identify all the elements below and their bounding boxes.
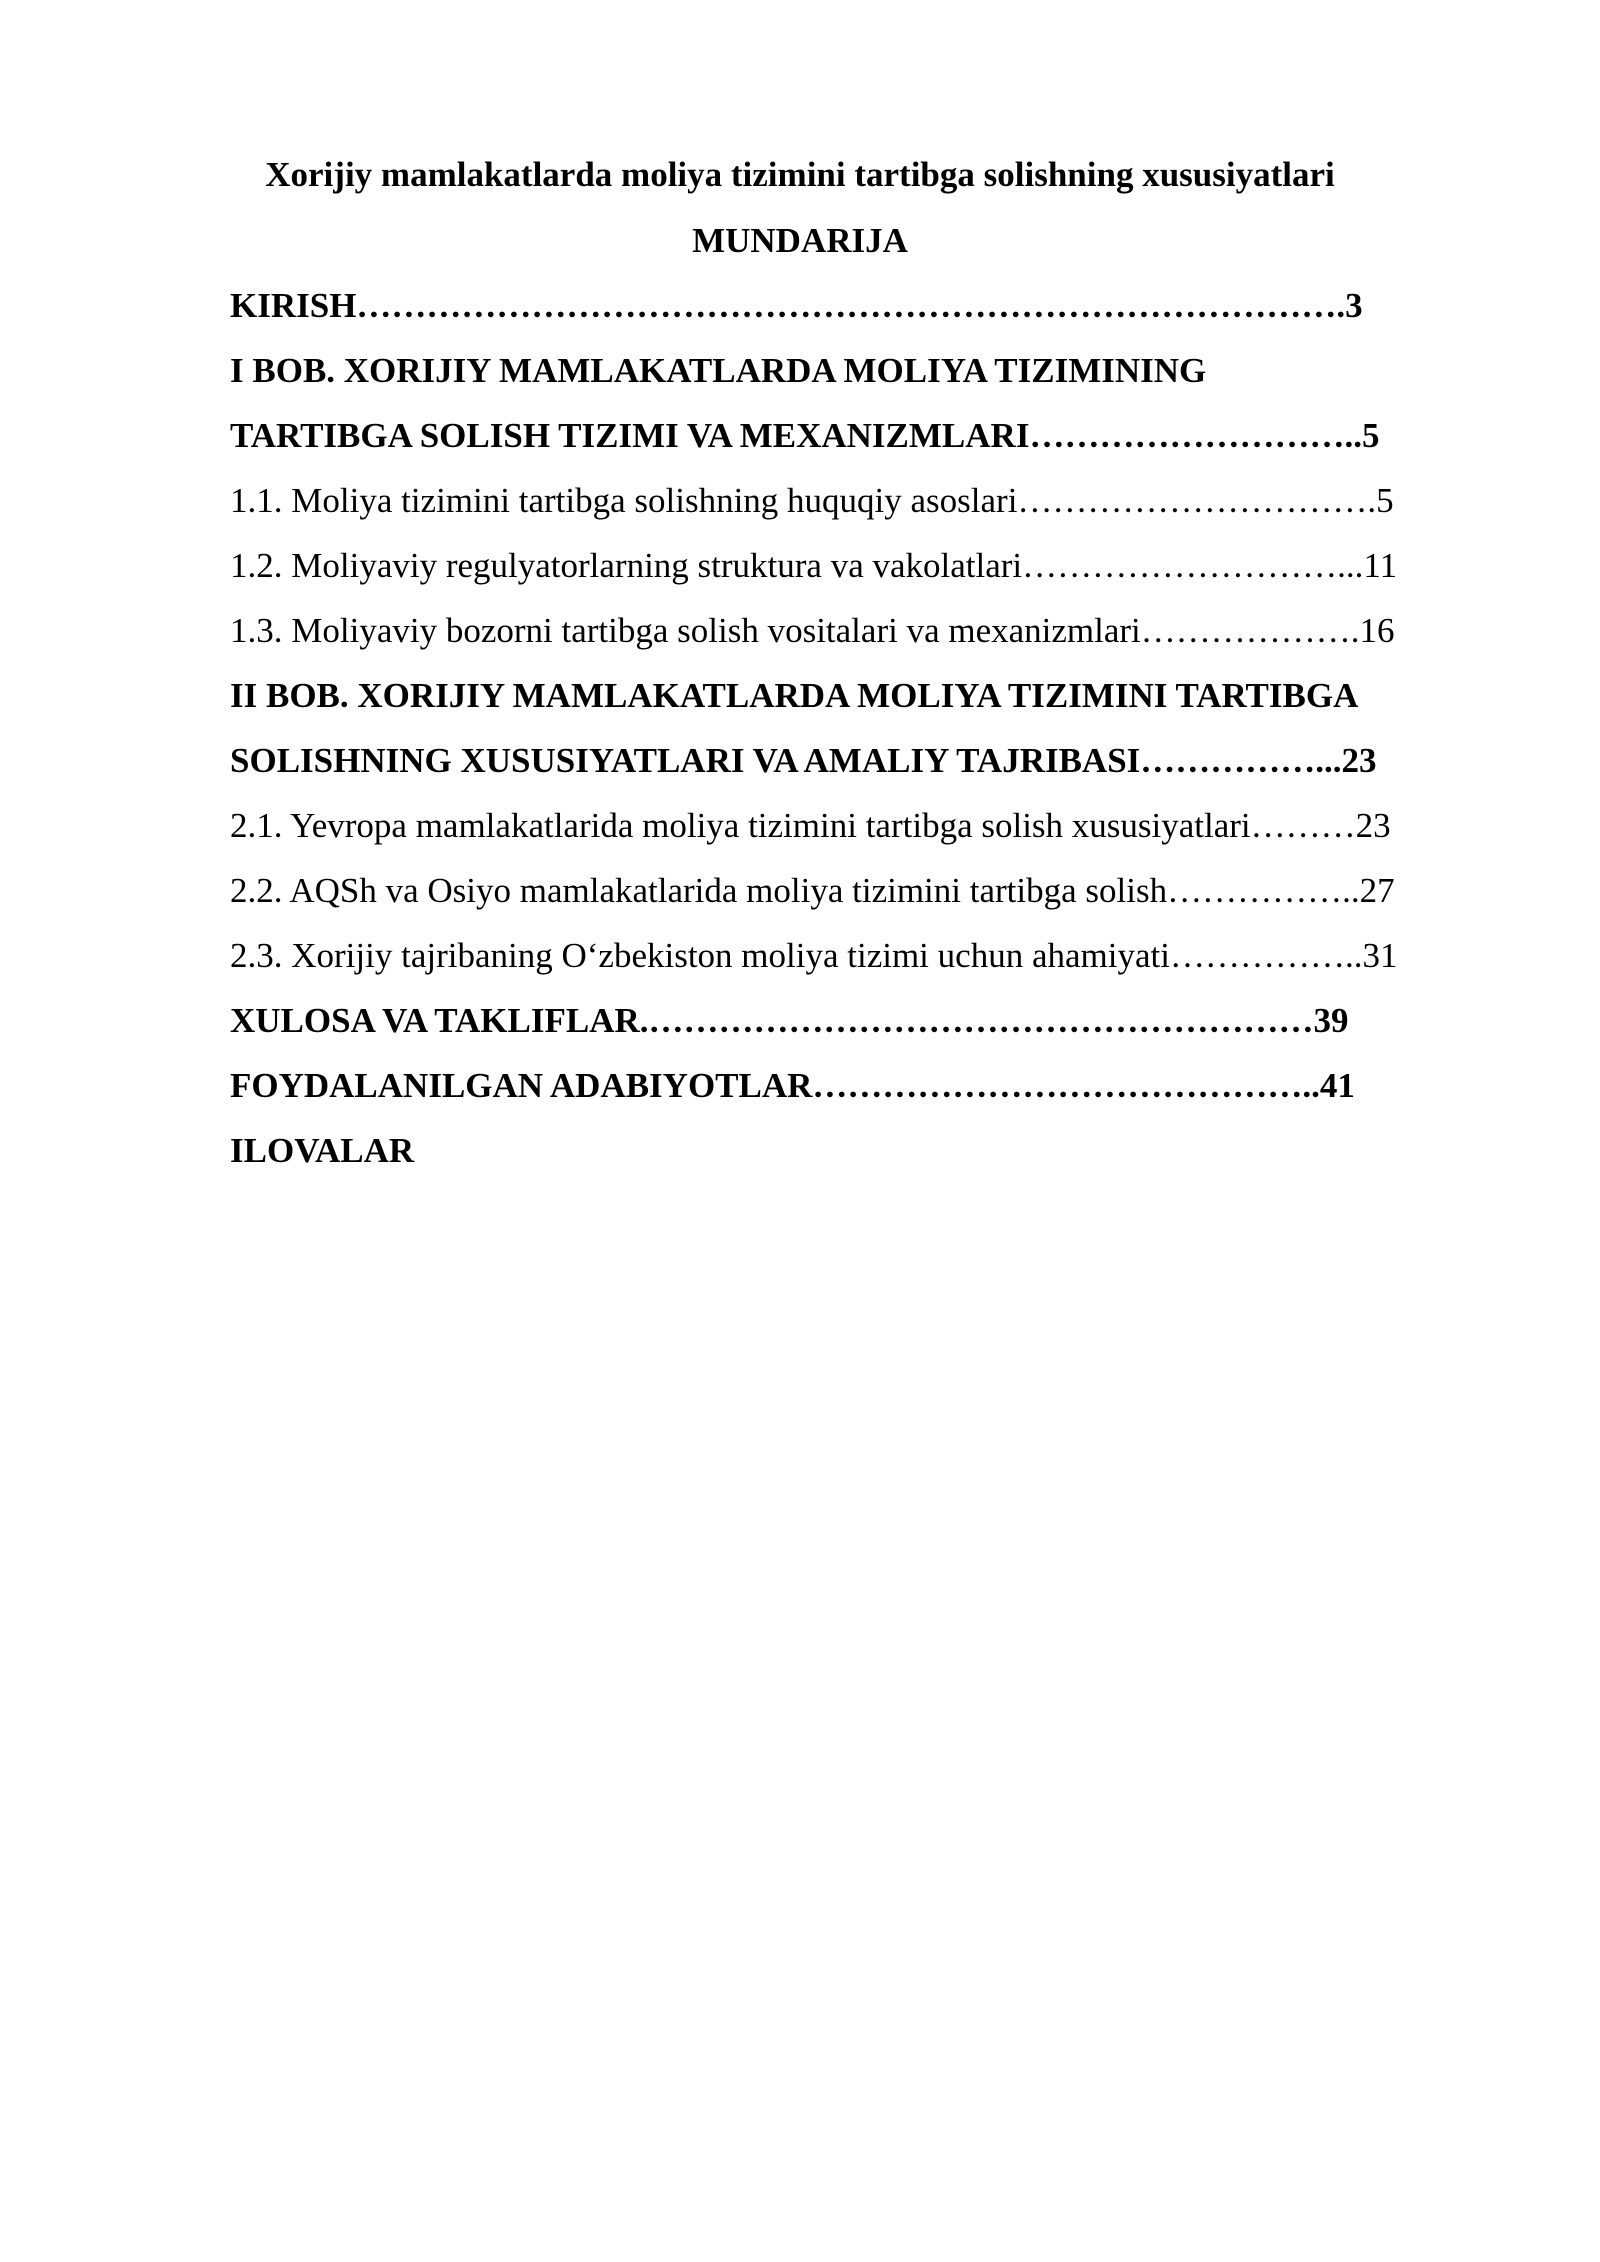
toc-entry-section-1-2: 1.2. Moliyaviy regulyatorlarning struktura va vakolatlari………………………...11: [230, 546, 1398, 585]
toc-heading: MUNDARIJA: [692, 221, 908, 260]
toc-entry-chapter-2-line-2: SOLISHNING XUSUSIYATLARI VA AMALIY TAJRIBASI……………...23: [230, 741, 1377, 780]
toc-entry-chapter-2-line-1: II BOB. XORIJIY MAMLAKATLARDA MOLIYA TIZIMINI TARTIBGA: [230, 676, 1359, 715]
toc-entry-conclusion: XULOSA VA TAKLIFLAR.…………………………………………………39: [230, 1001, 1349, 1040]
toc-entry-section-1-1: 1.1. Moliya tizimini tartibga solishning huquqiy asoslari………………………….5: [230, 481, 1394, 520]
toc-entry-section-2-3: 2.3. Xorijiy tajribaning O‘zbekiston moliya tizimi uchun ahamiyati……………..31: [230, 936, 1398, 975]
table-of-contents: [230, 283, 1490, 1193]
toc-entry-chapter-1-line-2: TARTIBGA SOLISH TIZIMI VA MEXANIZMLARI………………………..5: [230, 416, 1380, 455]
toc-entry-section-2-2: 2.2. AQSh va Osiyo mamlakatlarida moliya tizimini tartibga solish……………..27: [230, 871, 1395, 910]
toc-entry-appendices: ILOVALAR: [230, 1131, 415, 1170]
toc-entry-section-2-1: 2.1. Yevropa mamlakatlarida moliya tizimini tartibga solish xususiyatlari………23: [230, 806, 1391, 845]
document-title: Xorijiy mamlakatlarda moliya tizimini tartibga solishning xususiyatlari: [265, 155, 1335, 194]
toc-entry-kirish: KIRISH………………………………………………………………………….3: [230, 286, 1363, 325]
toc-entry-section-1-3: 1.3. Moliyaviy bozorni tartibga solish vositalari va mexanizmlari……………….16: [230, 611, 1395, 650]
toc-entry-chapter-1-line-1: I BOB. XORIJIY MAMLAKATLARDA MOLIYA TIZIMINING: [230, 351, 1207, 390]
toc-entry-references: FOYDALANILGAN ADABIYOTLAR……………………………………..41: [230, 1066, 1355, 1105]
